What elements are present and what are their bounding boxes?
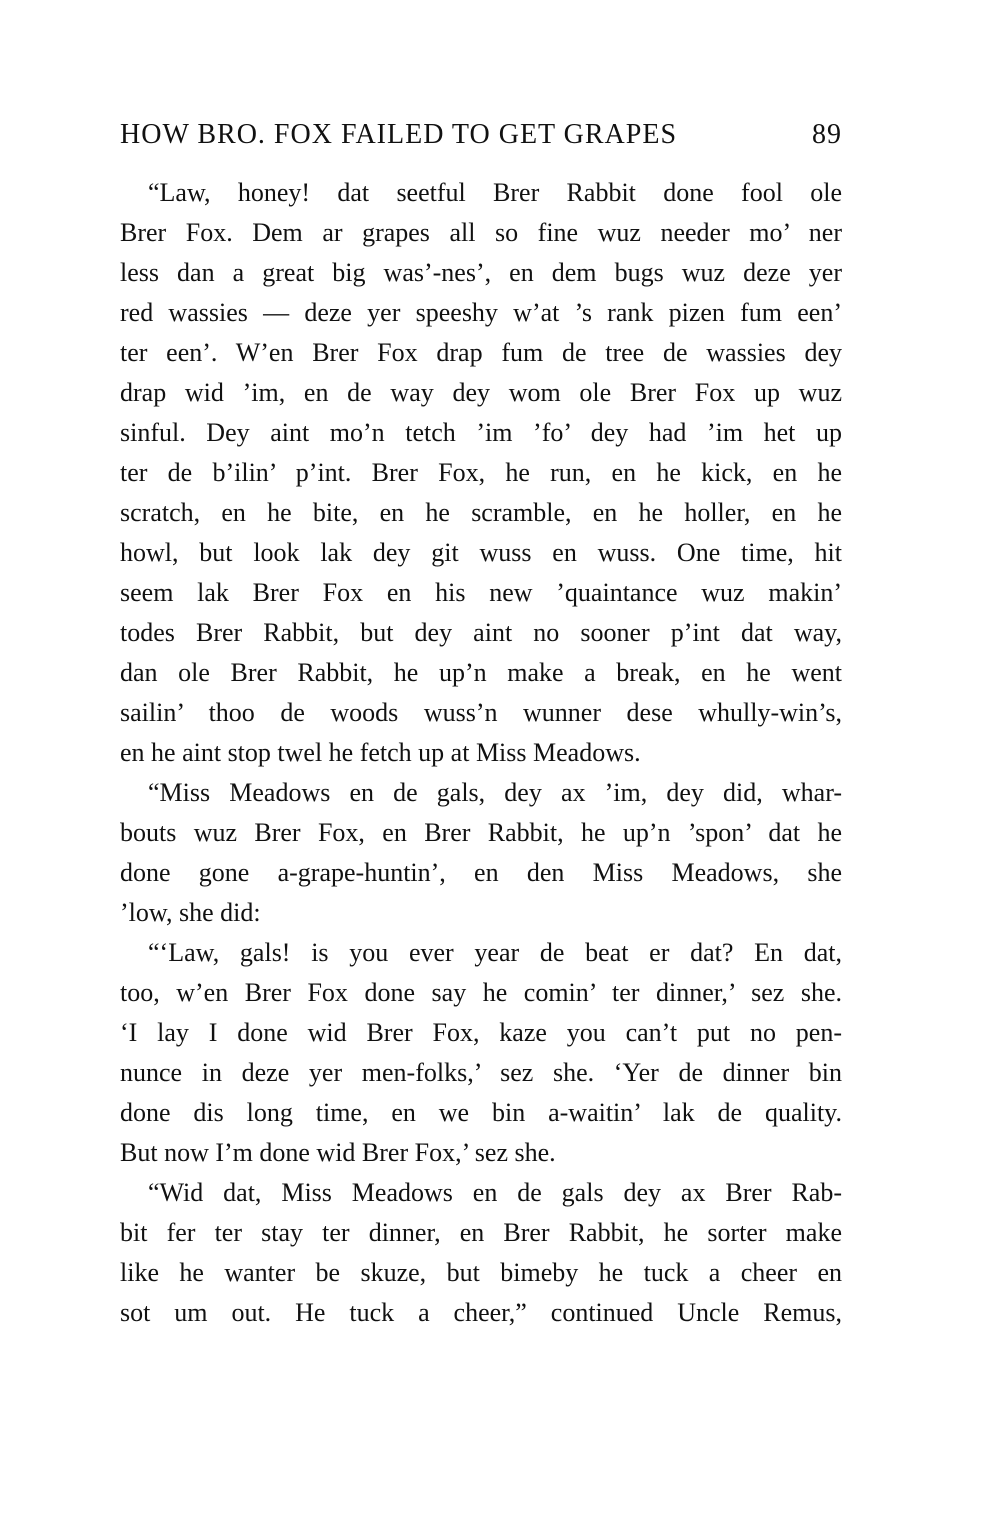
text-line: sinful. Dey aint mo’n tetch ’im ’fo’ dey had ’im het up — [120, 418, 842, 447]
page-number: 89 — [812, 119, 842, 150]
text-line: sailin’ thoo de woods wuss’n wunner dese whully-win’s, — [120, 698, 842, 727]
paragraph — [120, 933, 842, 1173]
text-line: bit fer ter stay ter dinner, en Brer Rabbit, he sorter make — [120, 1218, 842, 1247]
text-line: But now I’m done wid Brer Fox,’ sez she. — [120, 1138, 556, 1167]
text-line: “Law, honey! dat seetful Brer Rabbit done fool ole — [148, 178, 842, 207]
text-line: dan ole Brer Rabbit, he up’n make a break, en he went — [120, 658, 842, 687]
text-line: Brer Fox. Dem ar grapes all so fine wuz needer mo’ ner — [120, 218, 842, 247]
text-line: drap wid ’im, en de way dey wom ole Brer Fox up wuz — [120, 378, 842, 407]
text-line: scratch, en he bite, en he scramble, en he holler, en he — [120, 498, 842, 527]
text-line: bouts wuz Brer Fox, en Brer Rabbit, he up’n ’spon’ dat he — [120, 818, 842, 847]
text-line: done dis long time, en we bin a-waitin’ lak de quality. — [120, 1098, 842, 1127]
text-line: too, w’en Brer Fox done say he comin’ ter dinner,’ sez she. — [120, 978, 842, 1007]
paragraph — [120, 773, 842, 933]
running-header — [120, 115, 842, 155]
text-line: howl, but look lak dey git wuss en wuss. One time, hit — [120, 538, 842, 567]
text-line: ’low, she did: — [120, 898, 261, 927]
running-title: HOW BRO. FOX FAILED TO GET GRAPES — [120, 119, 678, 150]
text-line: “‘Law, gals! is you ever year de beat er dat? En dat, — [148, 938, 842, 967]
paragraph — [120, 1173, 842, 1333]
text-line: done gone a-grape-huntin’, en den Miss Meadows, she — [120, 858, 842, 887]
text-line: red wassies — deze yer speeshy w’at ’s rank pizen fum een’ — [120, 298, 842, 327]
text-line: seem lak Brer Fox en his new ’quaintance wuz makin’ — [120, 578, 842, 607]
body-text — [120, 173, 842, 1333]
text-line: ‘I lay I done wid Brer Fox, kaze you can’t put no pen- — [120, 1018, 842, 1047]
text-line: “Miss Meadows en de gals, dey ax ’im, dey did, whar- — [148, 778, 842, 807]
text-line: ter een’. W’en Brer Fox drap fum de tree de wassies dey — [120, 338, 842, 367]
text-line: “Wid dat, Miss Meadows en de gals dey ax Brer Rab- — [148, 1178, 842, 1207]
text-line: sot um out. He tuck a cheer,” continued Uncle Remus, — [120, 1298, 842, 1327]
text-line: todes Brer Rabbit, but dey aint no sooner p’int dat way, — [120, 618, 842, 647]
text-line: less dan a great big was’-nes’, en dem bugs wuz deze yer — [120, 258, 842, 287]
text-line: en he aint stop twel he fetch up at Miss Meadows. — [120, 738, 641, 767]
text-line: ter de b’ilin’ p’int. Brer Fox, he run, en he kick, en he — [120, 458, 842, 487]
paragraph — [120, 173, 842, 773]
text-line: like he wanter be skuze, but bimeby he tuck a cheer en — [120, 1258, 842, 1287]
text-line: nunce in deze yer men-folks,’ sez she. ‘Yer de dinner bin — [120, 1058, 842, 1087]
